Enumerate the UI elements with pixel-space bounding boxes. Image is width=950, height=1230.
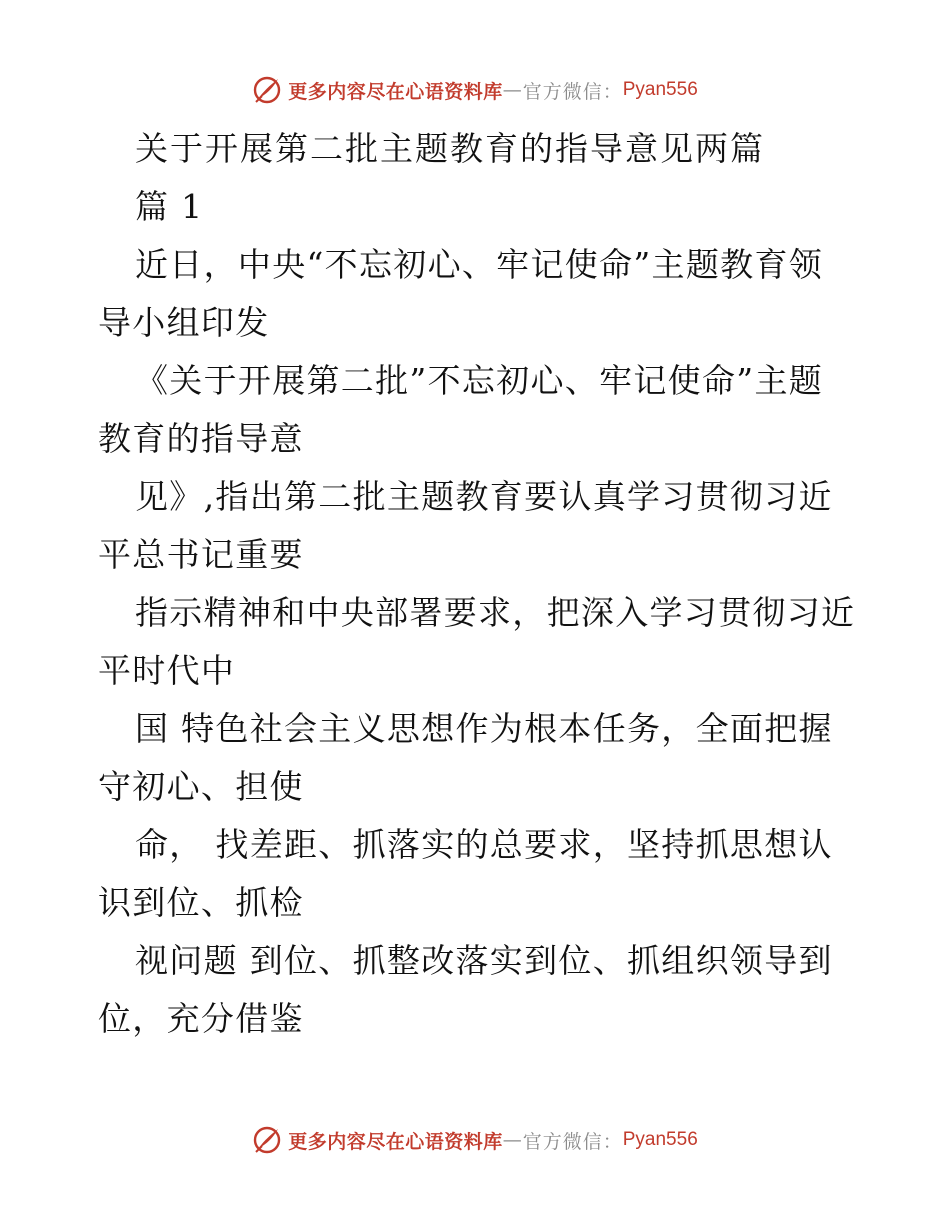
paragraph-line: 教育的指导意 (98, 419, 304, 458)
paragraph-line: 导小组印发 (98, 303, 270, 342)
paragraph-line: 指示精神和中央部署要求，把深入学习贯彻习近 (135, 593, 856, 632)
paragraph-line: 命， 找差距、抓落实的总要求，坚持抓思想认 (135, 825, 833, 864)
paragraph-line: 视问题 到位、抓整改落实到位、抓组织领导到 (135, 941, 833, 980)
paragraph-line: 近日，中央“不忘初心、牢记使命”主题教育领 (135, 245, 824, 284)
paragraph-line: 平时代中 (98, 651, 236, 690)
section-label: 篇 1 (135, 187, 204, 226)
paragraph-line: 位，充分借鉴 (98, 999, 304, 1038)
banner-wechat-id: Pyan556 (622, 79, 698, 100)
banner-dash: — (502, 1129, 523, 1151)
banner-wechat-label: 官方微信： (522, 1130, 623, 1153)
document-body (98, 120, 878, 1048)
paragraph-line: 守初心、担使 (98, 767, 304, 806)
header-banner (0, 70, 950, 110)
quill-pen-logo-icon (252, 1125, 282, 1155)
banner-wechat-id: Pyan556 (622, 1129, 698, 1150)
paragraph-line: 国 特色社会主义思想作为根本任务，全面把握 (135, 709, 833, 748)
banner-site-text: 更多内容尽在心语资料库 (288, 80, 503, 103)
banner-wechat-label: 官方微信： (522, 80, 623, 103)
banner-dash: — (502, 79, 523, 101)
paragraph-line: 平总书记重要 (98, 535, 304, 574)
paragraph-line: 见》,指出第二批主题教育要认真学习贯彻习近 (135, 477, 833, 516)
footer-banner (0, 1120, 950, 1160)
paragraph-line: 识到位、抓检 (98, 883, 304, 922)
document-title: 关于开展第二批主题教育的指导意见两篇 (135, 129, 765, 168)
quill-pen-logo-icon (252, 75, 282, 105)
banner-site-text: 更多内容尽在心语资料库 (288, 1130, 503, 1153)
paragraph-line: 《关于开展第二批”不忘初心、牢记使命”主题 (135, 361, 824, 400)
